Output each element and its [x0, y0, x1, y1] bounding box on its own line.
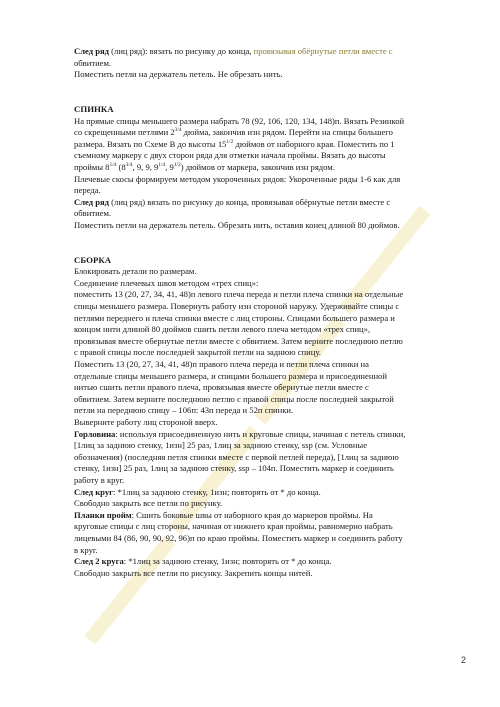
- text-line: обозначения) (последняя петля спинки вместе с первой петлей переда), [1лиц за заднюю: [74, 451, 399, 462]
- page-number: 2: [460, 655, 466, 665]
- text-line: петли на переднюю спицу – 106п: 43п переда и 52п спинки.: [74, 405, 294, 416]
- text-line: провязывая вместе обернутые петли вместе с обвитием. Затем верните последнюю петлю: [74, 335, 403, 346]
- text-line: Выверните работу лиц стороной вверх.: [74, 417, 218, 427]
- fraction-sup: 1/2: [226, 138, 234, 145]
- text-run: : *1лиц за заднюю стенку, 1изн; повторять от * до конца.: [113, 486, 321, 497]
- row-label: След 2 круга: [74, 556, 124, 567]
- text-line: [1лиц за заднюю стенку, 1изн] 25 раз, 1лиц за заднюю стенку, ssp (см. Условные: [74, 440, 368, 451]
- fraction-sup: 1/4: [158, 162, 166, 169]
- text-line: Свободно закрыть все петли по рисунку. Закрепить концы нитей.: [74, 567, 313, 578]
- text-line: Поместить 13 (20, 27, 34, 41, 48)п правого плеча переда и петли плеча спинки на: [74, 359, 369, 370]
- spacer: [74, 92, 466, 104]
- spacer: [74, 243, 466, 255]
- text-run: (8: [116, 161, 126, 172]
- text-line: нитью сшить петли правого плеча, провязывая вместе обернутые петли вместе с: [74, 382, 369, 393]
- row-label: След ряд: [74, 196, 110, 207]
- text-line: обвитием. Затем верните последнюю петлю с правой спицы после последней закрытой: [74, 393, 394, 404]
- text-line: съемному маркеру с двух сторон ряда для отметки начала проймы. Вязать до высоты: [74, 150, 386, 161]
- text-run: (лиц ряд) вязать по рисунку до конца, провязывая обёрнутые петли вместе с: [109, 196, 391, 207]
- text-line: [74, 127, 466, 139]
- paragraph-next-2-rounds: [74, 556, 466, 568]
- text-line: концом нити длиной 80 дюймов сшить петли левого плеча методом «трех спиц»,: [74, 324, 371, 335]
- text-line: лицевыми 84 (86, 90, 90, 92, 96)п по краю проймы. Поместить маркер и соединить работу: [74, 532, 403, 543]
- text-line: работу в круг.: [74, 474, 125, 485]
- text-line: спицы меньшего размера. Повернуть работу изн стороной наружу. Удерживайте спицы с: [74, 301, 400, 312]
- text-run: размера. Вязать по Схеме В до высоты 15: [74, 138, 227, 149]
- paragraph-armhole-bands: [74, 510, 466, 522]
- text-line: Плечевые скосы формируем методом укороченных рядов: Укороченные ряды 1-6 как для: [74, 173, 401, 184]
- text-run: : *1лиц за заднюю стенку, 1изн; повторять от * до конца.: [123, 556, 332, 567]
- text-run: дюймов от наборного края. Поместить по 1: [233, 138, 395, 149]
- text-line: стенку, 1изн] 25 раз, 1лиц за заднюю стенку, ssp – 104п. Поместить маркер и соединить: [74, 463, 394, 474]
- paragraph-front-end-row: [74, 46, 466, 58]
- text-line: в круг.: [74, 544, 98, 555]
- text-run-highlight: провязывая обёрнутые петли вместе с: [253, 46, 393, 56]
- heading-assembly: СБОРКА: [74, 254, 112, 265]
- text-line: обвитием.: [74, 208, 112, 219]
- text-line: круговые спицы с лиц стороны, начиная от нижнего края проймы, равномерно набрать: [74, 521, 393, 532]
- text-run: (лиц ряд): вязать по рисунку до конца,: [109, 46, 254, 56]
- fraction-sup: 3/4: [125, 162, 133, 169]
- text-run: : используя присоединенную нить и круговые спицы, начиная с петель спинки,: [115, 428, 406, 439]
- text-line: На прямые спицы меньшего размера набрать 78 (92, 106, 120, 134, 148)п. Вязать Резинкой: [74, 115, 405, 126]
- row-label: Горловина: [74, 428, 116, 439]
- spacer: [74, 81, 466, 93]
- row-label: След круг: [74, 486, 114, 497]
- text-line: обвитием.: [74, 57, 112, 68]
- text-run: со скрещенными петлями 2: [74, 127, 175, 138]
- text-line: петлями переднего и плеча спинки вместе с лиц стороны. Спицами большего размера и: [74, 312, 395, 323]
- fraction-sup: 1/4: [109, 162, 117, 169]
- text-run: проймы 8: [74, 161, 110, 172]
- text-line: с правой спицы после последней закрытой петли на заднюю спицу.: [74, 347, 321, 358]
- paragraph-neckline: [74, 429, 466, 441]
- text-run: , 9: [165, 161, 174, 172]
- row-label: След ряд: [74, 46, 110, 56]
- fraction-sup: 3/4: [174, 127, 182, 134]
- spacer: [74, 232, 466, 244]
- text-line: [74, 139, 466, 151]
- text-run: дюйма, закончив изн рядом. Перейти на спицы большего: [181, 127, 393, 138]
- text-run: ) дюймов от маркера, закончив изн рядом.: [180, 161, 335, 172]
- text-line: переда.: [74, 185, 101, 196]
- text-line: Свободно закрыть все петли по рисунку.: [74, 498, 223, 509]
- text-line: отдельные спицы меньшего размера, и спицами большего размера и присоединенной: [74, 370, 387, 381]
- fraction-sup: 1/2: [173, 162, 181, 169]
- text-line: Блокировать детали по размерам.: [74, 266, 197, 277]
- paragraph-back-next-row: [74, 197, 466, 209]
- text-line: Поместить петли на держатель петель. Обрезать нить, оставив конец длиной 80 дюймов.: [74, 219, 400, 230]
- paragraph-next-round: [74, 487, 466, 499]
- text-line: Поместить петли на держатель петель. Не обрезать нить.: [74, 69, 283, 80]
- row-label: Планки пройм: [74, 509, 132, 520]
- heading-back: СПИНКА: [74, 103, 114, 114]
- text-line: поместить 13 (20, 27, 34, 41, 48)п левого плеча переда и петли плеча спинки на отдельные: [74, 289, 404, 300]
- document-content: [74, 46, 466, 579]
- text-line: [74, 162, 466, 174]
- text-run: , 9, 9, 9: [132, 161, 159, 172]
- text-run: : Сшить боковые швы от наборного края до маркеров проймы. На: [131, 509, 373, 520]
- text-line: Соединение плечевых швов методом «трех спиц»:: [74, 277, 259, 288]
